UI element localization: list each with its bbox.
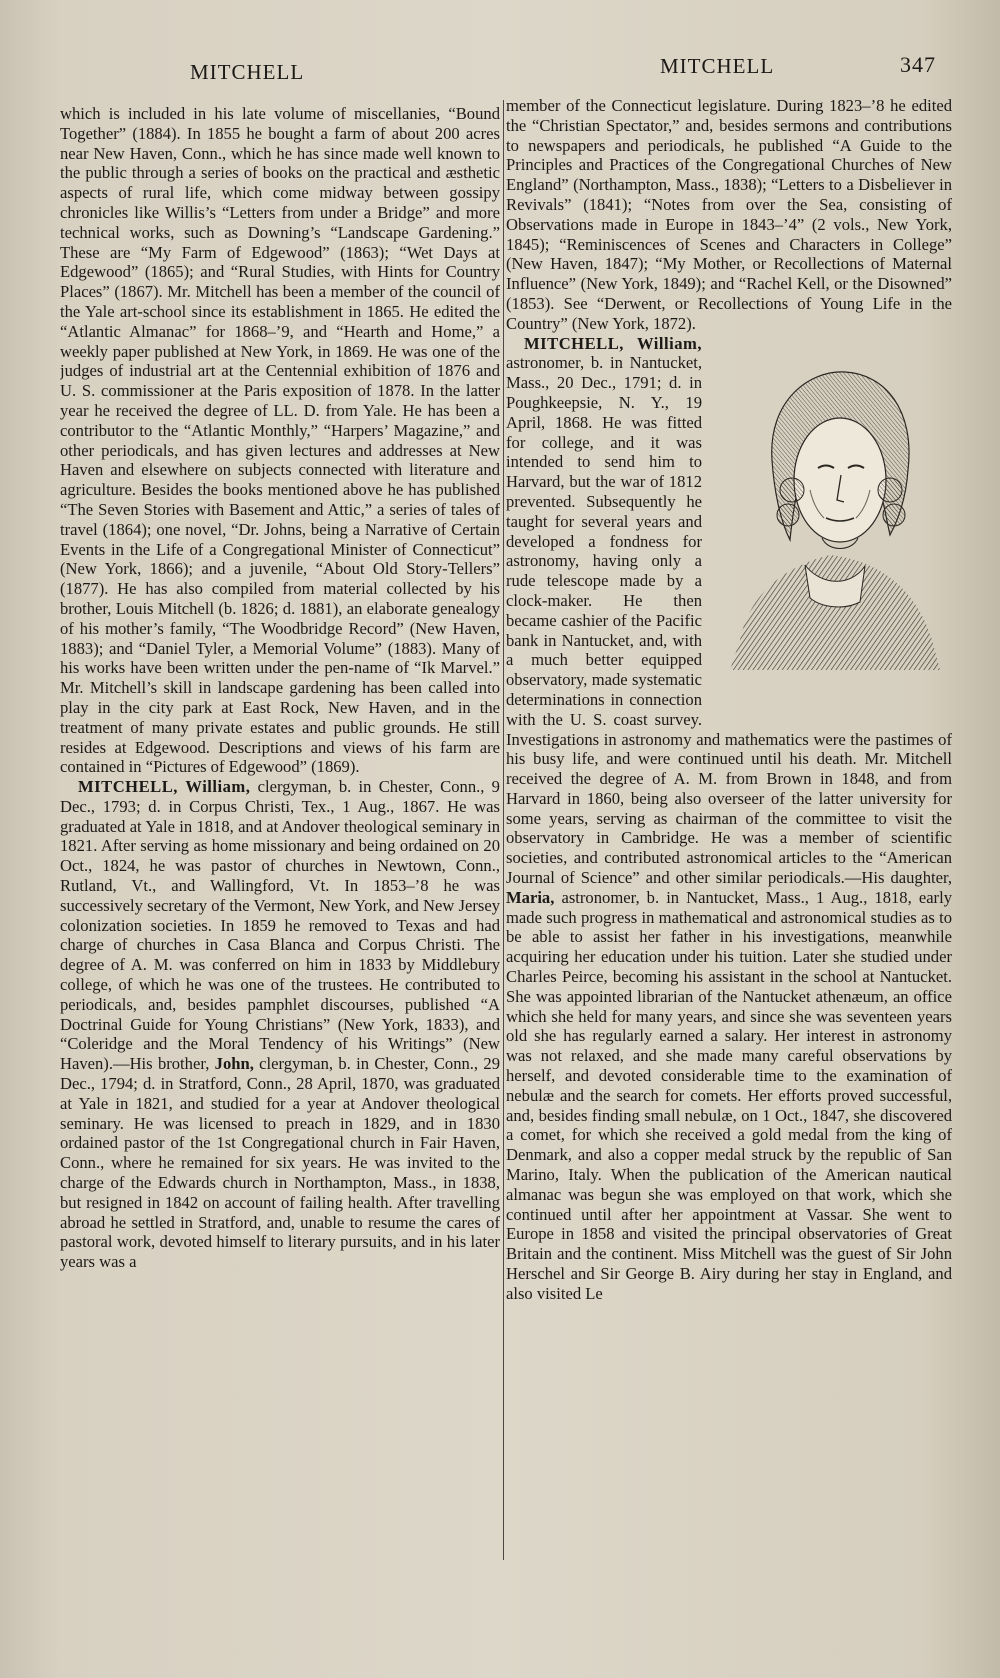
- maria-mitchell-portrait: [710, 340, 952, 710]
- right-column: [506, 96, 952, 1566]
- entry-william-clergyman: [60, 777, 500, 1272]
- continued-paragraph: which is included in his late volume of miscellanies, “Bound Together” (1884). In 1855 he bought a farm of about 200 acres near New Haven, Conn., which he has since made well known to the public through a series of books on the practical and æsthetic aspects of rural life, which come midway between gossipy chronicles like Willis’s “Letters from under a Bridge” and more technical works, such as Downing’s “Landscape Gardening.” These are “My Farm of Edgewood” (1863); “Wet Days at Edgewood” (1865); and “Rural Studies, with Hints for Country Places” (1867). Mr. Mitchell has been a member of the council of the Yale art-school since its establishment in 1865. He edited the “Atlantic Almanac” for 1868–’9, and “Hearth and Home,” a weekly paper published at New York, in 1869. He was one of the judges of industrial art at the Centennial exhibition of 1876 and U. S. commissioner at the Paris exposition of 1878. In the latter year he received the degree of LL. D. from Yale. He has been a contributor to the “Atlantic Monthly,” “Harpers’ Magazine,” and other periodicals, and has given lectures and addresses at New Haven and elsewhere on subjects connected with literature and agriculture. Besides the books mentioned above he has published “The Seven Stories with Basement and Attic,” a series of tales of travel (1864); one novel, “Dr. Johns, being a Narrative of Certain Events in the Life of a Congregational Minister of Connecticut” (New York, 1866); and a juvenile, “About Old Story-Tellers” (1877). He has also compiled from material collected by his brother, Louis Mitchell (b. 1826; d. 1881), an elaborate genealogy of his mother’s family, “The Woodbridge Record” (New Haven, 1883); and “Daniel Tyler, a Memorial Volume” (1883). Many of his works have been written under the pen-name of “Ik Marvel.” Mr. Mitchell’s skill in landscape gardening has been called into play in the city park at East Rock, New Haven, and in the treatment of many private estates and public grounds. He still resides at Edgewood. Descriptions and views of his farm are contained in “Pictures of Edgewood” (1869).: [60, 104, 500, 777]
- entry-william-astronomer: [506, 334, 952, 1304]
- engraved-portrait-icon: [710, 340, 952, 710]
- entry-body-right: astronomer, b. in Nantucket, Mass., 20 Dec., 1791; d. in Poughkeepsie, N. Y., 19 April, 1868. He was fitted for college, and it was intended to send him to Harvard, but the war of 1812 prevented. Subsequently he taught for several years and developed a fondness for astronomy, having only a rude telescope made by a clock-maker. He then became cashier of the Pacific bank in Nantucket, and, with a much better equipped observatory, made systematic determinations in connection with the U. S. coast survey. Investigations in astronomy and mathematics were the pastimes of his busy life, and were continued until his death. Mr. Mitchell received the degree of A. M. from Brown in 1848, and from Harvard in 1860, being also overseer of the latter university for some years, serving as chairman of the committee to visit the observatory in Cambridge. He was a member of scientific societies, and contributed astronomical articles to the “American Journal of Science” and other similar periodicals.—His daughter,: [506, 353, 952, 888]
- header-left-word: MITCHELL: [190, 60, 305, 84]
- running-header: [0, 52, 1000, 82]
- continued-paragraph-right: member of the Connecticut legislature. During 1823–’8 he edited the “Christian Spectator,” and, besides sermons and contributions to newspapers and periodicals, he published “A Guide to the Principles and Practices of the Congregational Churches of New England” (Northampton, Mass., 1838); “Letters to a Disbeliever in Revivals” (1841); “Notes from over the Sea, consisting of Observations made in Europe in 1843–’4” (2 vols., New York, 1845); “Reminiscences of Scenes and Characters in College” (New Haven, 1847); “My Mother, or Recollections of Maternal Influence” (New York, 1849); and “Rachel Kell, or the Disowned” (1853). See “Derwent, or Recollections of Young Life in the Country” (New York, 1872).: [506, 96, 952, 333]
- entry-body-continued: clergyman, b. in Chester, Conn., 29 Dec., 1794; d. in Stratford, Conn., 28 April, 1870, was graduated at Yale in 1821, and studied for a year at Andover theological seminary. He was licensed to preach in 1829, and in 1830 ordained pastor of the 1st Congregational church in Fair Haven, Conn., where he remained for six years. He was invited to the charge of the Edwards church in Northampton, Mass., in 1838, but resigned in 1842 on account of failing health. After travelling abroad he settled in Stratford, and, unable to resume the cares of pastoral work, devoted himself to literary pursuits, and in his later years was a: [60, 1054, 500, 1272]
- entry-heading-right: MITCHELL, William,: [524, 333, 702, 353]
- page-number: 347: [900, 52, 936, 77]
- header-center-word: MITCHELL: [660, 54, 775, 78]
- left-column: [60, 104, 500, 1564]
- entry-body: clergyman, b. in Chester, Conn., 9 Dec., 1793; d. in Corpus Christi, Tex., 1 Aug., 1867. He was graduated at Yale in 1818, and at Andover theological seminary in 1821. After serving as home missionary and being ordained on 20 Oct., 1824, he was pastor of churches in Newtown, Conn., Rutland, Vt., and Wallingford, Vt. In 1853–’8 he was successively secretary of the Vermont, New York, and New Jersey colonization societies. In 1859 he removed to Texas and had charge of churches in Casa Blanca and Corpus Christi. The degree of A. M. was conferred on him in 1833 by Middlebury college, of which he was one of the trustees. He contributed to periodicals, and, besides pamphlet discourses, published “A Doctrinal Guide for Young Christians” (New York, 1833), and “Coleridge and the Moral Tendency of his Writings” (New Haven).—His brother,: [60, 777, 500, 1074]
- column-divider: [503, 100, 504, 1560]
- entry-heading: MITCHELL, William,: [78, 777, 251, 797]
- entry-subname-maria: Maria,: [506, 887, 555, 907]
- entry-subname-john: John,: [214, 1054, 254, 1074]
- entry-body-right-continued: astronomer, b. in Nantucket, Mass., 1 Aug., 1818, early made such progress in mathematical and astronomical studies as to be able to assist her father in his investigations, meanwhile acquiring her education under his tuition. Later she studied under Charles Peirce, becoming his assistant in the school at Nantucket. She was appointed librarian of the Nantucket athenæum, an office which she held for many years, and since she was seventeen years old she has regularly earned a salary. Her interest in astronomy was not relaxed, and she made many careful observations by herself, and devoted considerable time to the examination of nebulæ and the search for comets. Her efforts proved successful, and, besides finding small nebulæ, on 1 Oct., 1847, she discovered a comet, for which she received a gold medal from the king of Denmark, and also a copper medal struck by the republic of San Marino, Italy. When the publication of the American nautical almanac was begun she was employed on that work, which she continued until after her appointment at Vassar. She went to Europe in 1858 and visited the principal observatories of Great Britain and the continent. Miss Mitchell was the guest of Sir John Herschel and Sir George B. Airy during her stay in England, and also visited Le: [506, 887, 952, 1303]
